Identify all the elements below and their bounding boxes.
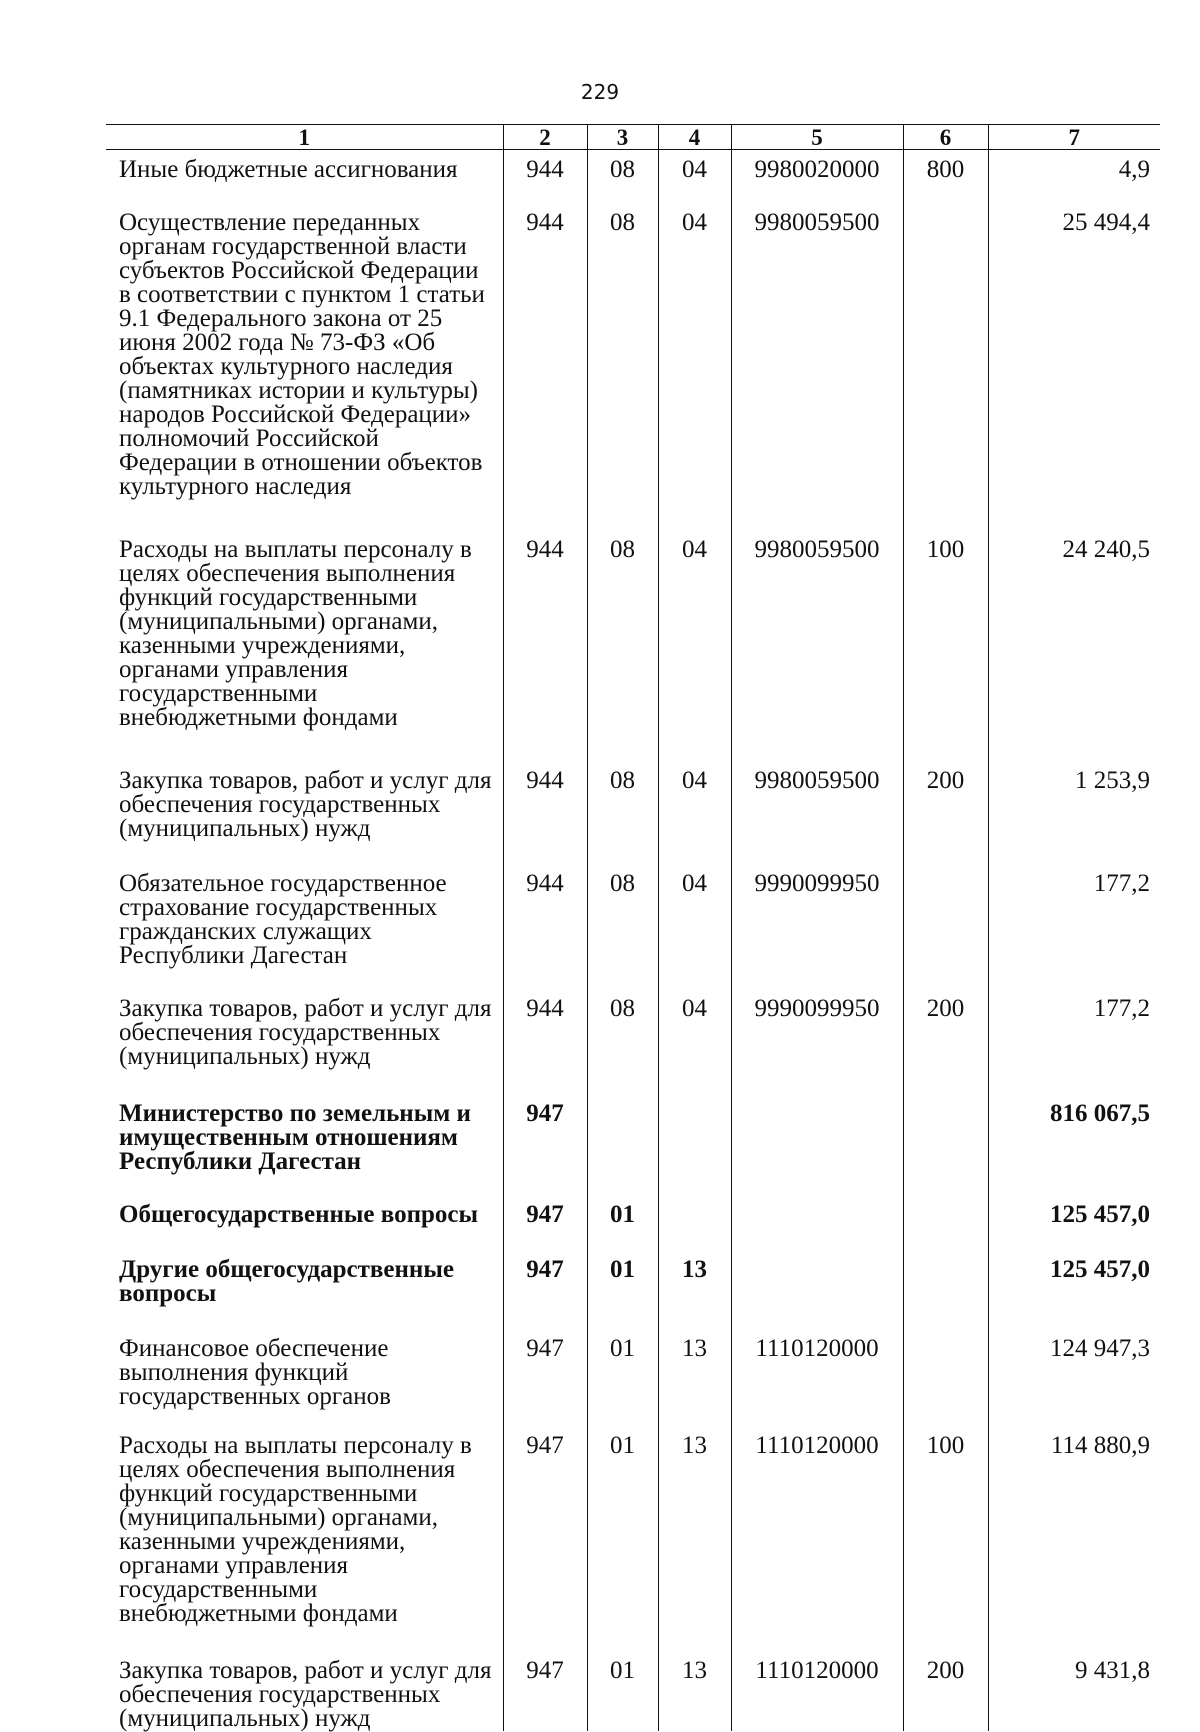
target-article-cell: 9990099950: [731, 861, 903, 986]
section-cell: 01: [587, 1192, 658, 1247]
expense-type-cell: 100: [903, 1423, 988, 1648]
code-cell: 947: [503, 1326, 587, 1423]
table-row: [106, 986, 1160, 1091]
amount-cell: 124 947,3: [988, 1326, 1160, 1423]
target-article-cell: [731, 1192, 903, 1247]
page-number: 229: [580, 80, 620, 104]
subsection-cell: 13: [658, 1648, 731, 1731]
section-cell: 08: [587, 527, 658, 758]
amount-cell: 9 431,8: [988, 1648, 1160, 1731]
target-article-cell: 9980059500: [731, 200, 903, 527]
code-cell: 944: [503, 150, 587, 201]
table-row: [106, 200, 1160, 527]
amount-cell: 4,9: [988, 150, 1160, 201]
row-name-cell: Расходы на выплаты персоналу в целях обеспечения выполнения функций государственными (муниципальными) органами, казенными учреждениями, органами управления государственными внебюджетными фондами: [119, 1432, 472, 1627]
expense-type-cell: 200: [903, 986, 988, 1091]
table-row: [106, 758, 1160, 861]
table-body: [106, 150, 1160, 1732]
target-article-cell: [731, 1247, 903, 1326]
code-cell: 944: [503, 200, 587, 527]
column-header: 7: [988, 125, 1160, 150]
section-cell: 08: [587, 861, 658, 986]
section-cell: 01: [587, 1423, 658, 1648]
amount-cell: 114 880,9: [988, 1423, 1160, 1648]
expense-type-cell: [903, 1247, 988, 1326]
code-cell: 947: [503, 1247, 587, 1326]
subsection-cell: 04: [658, 861, 731, 986]
amount-cell: 1 253,9: [988, 758, 1160, 861]
table-row: [106, 527, 1160, 758]
column-header: 3: [587, 125, 658, 150]
target-article-cell: 1110120000: [731, 1648, 903, 1731]
section-cell: 08: [587, 986, 658, 1091]
code-cell: 947: [503, 1192, 587, 1247]
table-row: [106, 861, 1160, 986]
column-header: 5: [731, 125, 903, 150]
expense-type-cell: [903, 200, 988, 527]
section-cell: [587, 1091, 658, 1192]
subsection-cell: 04: [658, 986, 731, 1091]
table-row: [106, 1326, 1160, 1423]
code-cell: 947: [503, 1648, 587, 1731]
target-article-cell: 9980059500: [731, 527, 903, 758]
expense-type-cell: 100: [903, 527, 988, 758]
target-article-cell: 1110120000: [731, 1326, 903, 1423]
section-cell: 01: [587, 1326, 658, 1423]
row-name-cell: Иные бюджетные ассигнования: [119, 156, 458, 183]
row-name-cell: Осуществление переданных органам государственной власти субъектов Российской Федерации в соответствии с пунктом 1 статьи 9.1 Федерального закона от 25 июня 2002 года № 73-ФЗ «Об объектах культурного наследия (памятниках истории и культуры) народов Российской Федерации» полномочий Российской Федерации в отношении объектов культурного наследия: [119, 209, 485, 500]
table-row: [106, 150, 1160, 201]
table-row: [106, 1192, 1160, 1247]
code-cell: 944: [503, 861, 587, 986]
budget-table: [106, 124, 1160, 1731]
target-article-cell: 9980020000: [731, 150, 903, 201]
expense-type-cell: [903, 1326, 988, 1423]
expense-type-cell: 800: [903, 150, 988, 201]
expense-type-cell: [903, 1091, 988, 1192]
code-cell: 944: [503, 527, 587, 758]
code-cell: 944: [503, 758, 587, 861]
section-cell: 08: [587, 150, 658, 201]
row-name-cell: Финансовое обеспечение выполнения функций государственных органов: [119, 1335, 391, 1410]
table-row: [106, 1247, 1160, 1326]
subsection-cell: 04: [658, 150, 731, 201]
table-row: [106, 1648, 1160, 1731]
target-article-cell: [731, 1091, 903, 1192]
column-header: 1: [106, 125, 503, 150]
row-name-cell: Закупка товаров, работ и услуг для обеспечения государственных (муниципальных) нужд: [119, 995, 492, 1070]
expense-type-cell: 200: [903, 1648, 988, 1731]
column-header: 6: [903, 125, 988, 150]
section-cell: 01: [587, 1247, 658, 1326]
section-cell: 01: [587, 1648, 658, 1731]
row-name-cell: Расходы на выплаты персоналу в целях обеспечения выполнения функций государственными (муниципальными) органами, казенными учреждениями, органами управления государственными внебюджетными фондами: [119, 536, 472, 731]
section-cell: 08: [587, 200, 658, 527]
amount-cell: 816 067,5: [988, 1091, 1160, 1192]
column-header: 4: [658, 125, 731, 150]
subsection-cell: 04: [658, 758, 731, 861]
row-name-cell: Обязательное государственное страхование государственных гражданских служащих Республики Дагестан: [119, 870, 447, 969]
code-cell: 947: [503, 1091, 587, 1192]
subsection-cell: 13: [658, 1423, 731, 1648]
expense-type-cell: 200: [903, 758, 988, 861]
expense-type-cell: [903, 861, 988, 986]
subsection-cell: [658, 1091, 731, 1192]
target-article-cell: 1110120000: [731, 1423, 903, 1648]
code-cell: 947: [503, 1423, 587, 1648]
amount-cell: 177,2: [988, 986, 1160, 1091]
expense-type-cell: [903, 1192, 988, 1247]
row-name-cell: Закупка товаров, работ и услуг для обеспечения государственных (муниципальных) нужд: [119, 1657, 492, 1732]
subsection-cell: [658, 1192, 731, 1247]
row-name-cell: Министерство по земельным и имущественным отношениям Республики Дагестан: [119, 1100, 471, 1175]
subsection-cell: 04: [658, 200, 731, 527]
subsection-cell: 13: [658, 1247, 731, 1326]
target-article-cell: 9990099950: [731, 986, 903, 1091]
row-name-cell: Другие общегосударственные вопросы: [119, 1256, 454, 1307]
amount-cell: 25 494,4: [988, 200, 1160, 527]
amount-cell: 125 457,0: [988, 1247, 1160, 1326]
row-name-cell: Общегосударственные вопросы: [119, 1201, 479, 1228]
table-row: [106, 1423, 1160, 1648]
section-cell: 08: [587, 758, 658, 861]
subsection-cell: 04: [658, 527, 731, 758]
amount-cell: 177,2: [988, 861, 1160, 986]
amount-cell: 125 457,0: [988, 1192, 1160, 1247]
column-header: 2: [503, 125, 587, 150]
row-name-cell: Закупка товаров, работ и услуг для обеспечения государственных (муниципальных) нужд: [119, 767, 492, 842]
target-article-cell: 9980059500: [731, 758, 903, 861]
table-header-row: [106, 125, 1160, 150]
table-row: [106, 1091, 1160, 1192]
code-cell: 944: [503, 986, 587, 1091]
amount-cell: 24 240,5: [988, 527, 1160, 758]
subsection-cell: 13: [658, 1326, 731, 1423]
